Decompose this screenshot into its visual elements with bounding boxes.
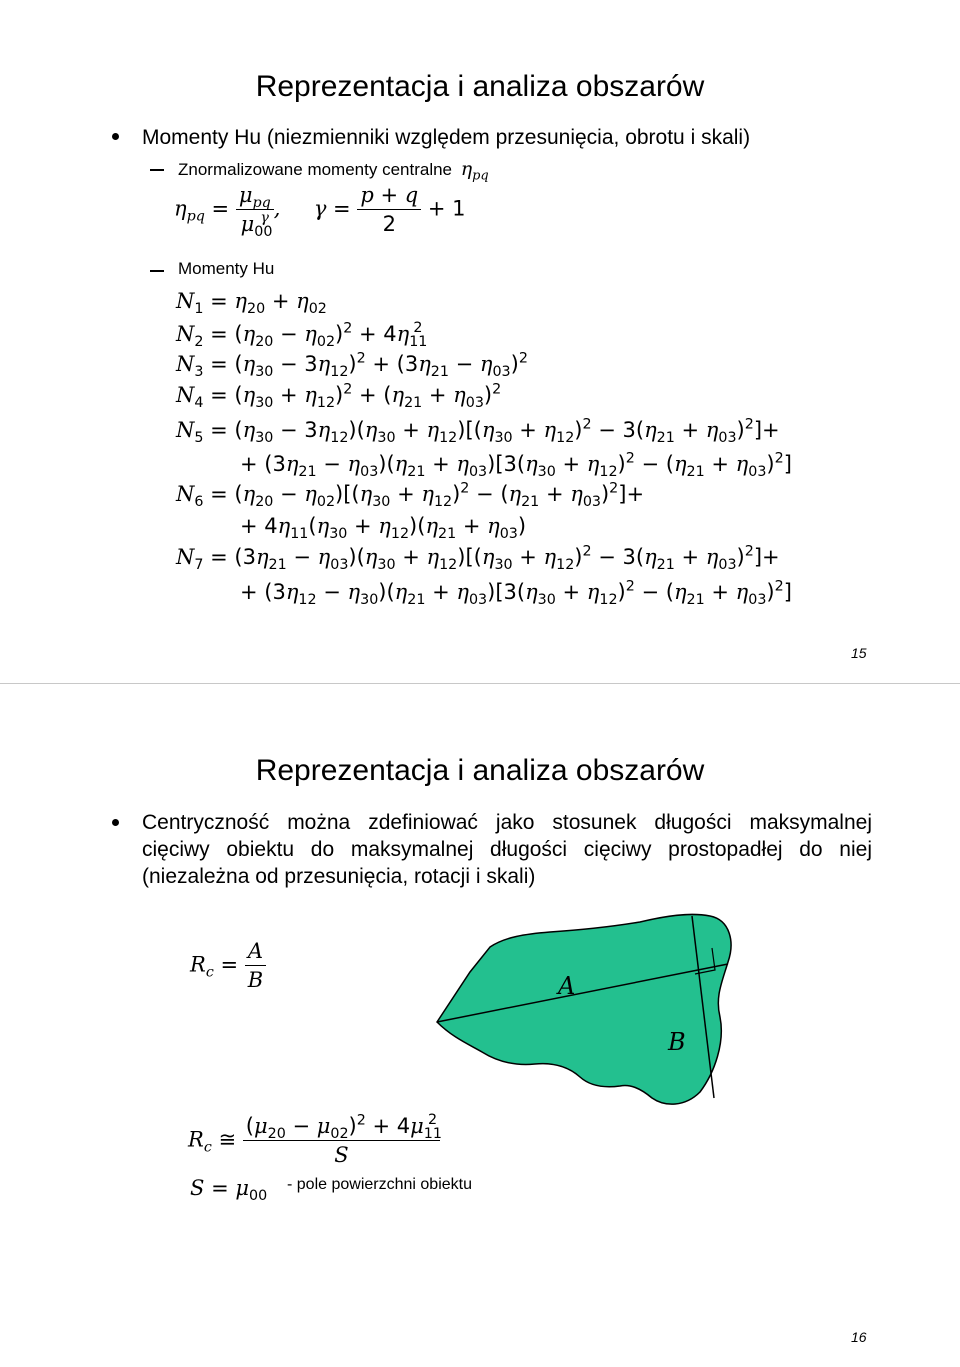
page-number: 15: [851, 645, 867, 661]
area-formula: $S = \mu_{00}$: [190, 1176, 268, 1204]
slide-title: Reprezentacja i analiza obszarów: [255, 754, 705, 787]
chord-b-label: B: [668, 1028, 686, 1056]
subitem-text: Znormalizowane momenty centralne: [178, 160, 453, 179]
bullet-text: Momenty Hu (niezmienniki względem przesunięcia, obrotu i skali): [142, 126, 751, 149]
hu-moment-n7-line1: $N_7 = (3\eta_{21} - \eta_{03})(\eta_{30} + \eta_{12})[(\eta_{30} + \eta_{12})^2 - 3(\eta_{21} + \eta_{03})^2]+$: [176, 543, 780, 573]
hu-moment-n6-line1: $N_6 = (\eta_{20} - \eta_{02})[(\eta_{30} + \eta_{12})^2 - (\eta_{21} + \eta_{03})^2]+$: [176, 480, 645, 510]
hu-moment-n2: $N_2 = (\eta_{20} - \eta_{02})^2 + 4\eta_{11}^2$: [176, 320, 428, 350]
subitem-hu-moments: Momenty Hu: [178, 259, 275, 278]
slide-16: [0, 684, 960, 1367]
bullet-marker: [112, 133, 119, 140]
hu-moment-n5-line1: $N_5 = (\eta_{30} - 3\eta_{12})(\eta_{30} + \eta_{12})[(\eta_{30} + \eta_{12})^2 - 3(\eta_{21} + \eta_{03})^2]+$: [176, 416, 780, 446]
normalization-formula: $\eta_{pq}$ = $\frac{\mu_{pq}}{\mu_{00}^\gamma}$ , γ = $\frac{p + q}{2}$ + 1: [174, 183, 466, 240]
fraction-mu: $\frac{(\mu_{20} - \mu_{02})^2 + 4\mu_{11}^2}{S}$: [243, 1114, 440, 1167]
slide-15: [0, 0, 960, 683]
hu-moment-n7-line2: + $(3\eta_{12} - \eta_{30})(\eta_{21} + \eta_{03})[3(\eta_{30} + \eta_{12})^2 - (\eta_{21} + \eta_{03})^2]$: [240, 578, 792, 608]
dash-marker: [150, 169, 164, 171]
centricity-approx-formula: $R_c$ ≅ $\frac{(\mu_{20} - \mu_{02})^2 + 4\mu_{11}^2}{S}$: [188, 1112, 442, 1167]
fraction-a-over-b: $\frac{A}{B}$: [245, 939, 266, 992]
fraction-gamma: $\frac{p + q}{2}$: [357, 183, 421, 236]
page-number: 16: [851, 1329, 867, 1345]
hu-moment-n5-line2: + $(3\eta_{21} - \eta_{03})(\eta_{21} + \eta_{03})[3(\eta_{30} + \eta_{12})^2 - (\eta_{21} + \eta_{03})^2]$: [240, 450, 792, 480]
dash-marker: [150, 270, 164, 272]
eta-pq-symbol: $\eta_{pq}$: [460, 158, 489, 184]
centricity-formula: $R_c$ = $\frac{A}{B}$: [190, 939, 266, 992]
subitem-normalized-moments: [178, 158, 489, 184]
object-shape-diagram: [430, 912, 760, 1112]
object-region: [437, 914, 731, 1104]
area-note: - pole powierzchni obiektu: [287, 1176, 472, 1193]
chord-a-label: A: [558, 972, 576, 1000]
hu-moment-n3: $N_3 = (\eta_{30} - 3\eta_{12})^2 + (3\eta_{21} - \eta_{03})^2$: [176, 350, 528, 380]
hu-moment-n4: $N_4 = (\eta_{30} + \eta_{12})^2 + (\eta_{21} + \eta_{03})^2$: [176, 381, 502, 411]
centricity-definition: Centryczność można zdefiniować jako stosunek długości maksymalnej cięciwy obiektu do maksymalnej długości cięciwy prostopadłej do niej (niezależna od przesunięcia, rotacji i skali): [142, 811, 872, 888]
fraction-eta: $\frac{\mu_{pq}}{\mu_{00}^\gamma}$: [236, 183, 274, 236]
slide-title: Reprezentacja i analiza obszarów: [255, 70, 705, 103]
hu-moment-n6-line2: + $4\eta_{11}(\eta_{30} + \eta_{12})(\eta_{21} + \eta_{03})$: [240, 514, 527, 542]
bullet-marker: [112, 819, 119, 826]
hu-moment-n1: $N_1 = \eta_{20} + \eta_{02}$: [176, 289, 327, 317]
